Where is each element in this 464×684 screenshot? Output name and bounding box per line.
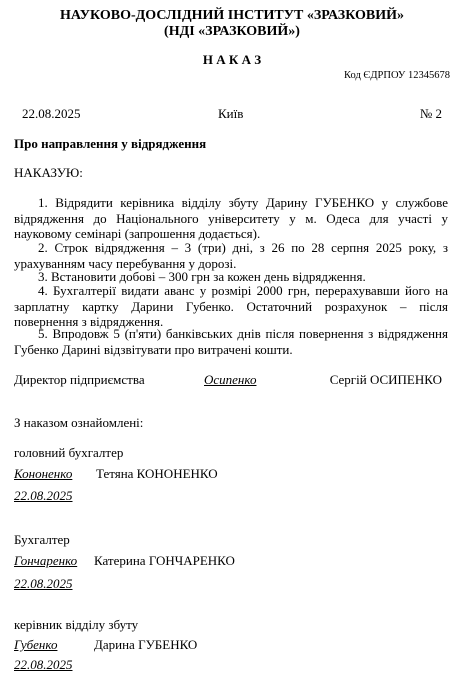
- document-type: Н А К А З: [202, 52, 262, 67]
- order-city: Київ: [218, 106, 244, 121]
- order-item-5: 5. Впродовж 5 (п'яти) банківських днів після повернення з відрядження Губенко Дарині відзвітувати про витрачені кошти.: [14, 326, 448, 357]
- acknowledged-label: З наказом ознайомлені:: [14, 415, 144, 430]
- order-item-4: 4. Бухгалтерії видати аванс у розмірі 2000 грн, перерахувавши його на зарплатну картку Дарини Губенко. Остаточний розрахунок – після повернення з відрядження.: [14, 283, 448, 329]
- ack-date: 22.08.2025: [14, 657, 73, 672]
- order-item-3: 3. Встановити добові – 300 грн за кожен день відрядження.: [38, 269, 366, 284]
- ack-position: керівник відділу збуту: [14, 617, 139, 632]
- order-item-1: 1. Відрядити керівника відділу збуту Дарину ГУБЕНКО у службове відрядження до Національного університету у м. Одеса для участі у науковому семінарі (запрошення додається).: [14, 195, 448, 241]
- ack-date: 22.08.2025: [14, 576, 73, 591]
- ack-signature: Гончаренко: [14, 553, 78, 568]
- ack-position: Бухгалтер: [14, 532, 70, 547]
- order-date: 22.08.2025: [22, 106, 81, 121]
- order-item-2: 2. Строк відрядження – 3 (три) дні, з 26 по 28 серпня 2025 року, з урахуванням часу перебування у дорозі.: [14, 240, 448, 271]
- director-name: Сергій ОСИПЕНКО: [329, 372, 442, 387]
- edrpou-code: Код ЄДРПОУ 12345678: [344, 70, 450, 81]
- institute-short-name: (НДІ «ЗРАЗКОВИЙ»): [164, 24, 300, 39]
- ack-name: Катерина ГОНЧАРЕНКО: [94, 553, 235, 568]
- order-directive: НАКАЗУЮ:: [14, 165, 83, 180]
- order-number: № 2: [419, 106, 442, 121]
- order-subject: Про направлення у відрядження: [14, 136, 207, 151]
- ack-position: головний бухгалтер: [14, 445, 124, 460]
- institute-name: НАУКОВО-ДОСЛІДНИЙ ІНСТИТУТ «ЗРАЗКОВИЙ»: [60, 8, 404, 23]
- ack-date: 22.08.2025: [14, 488, 73, 503]
- director-signature: Осипенко: [204, 372, 257, 387]
- ack-name: Тетяна КОНОНЕНКО: [96, 466, 218, 481]
- director-title: Директор підприємства: [14, 372, 145, 387]
- ack-name: Дарина ГУБЕНКО: [94, 637, 198, 652]
- ack-signature: Кононенко: [14, 466, 73, 481]
- ack-signature: Губенко: [14, 637, 58, 652]
